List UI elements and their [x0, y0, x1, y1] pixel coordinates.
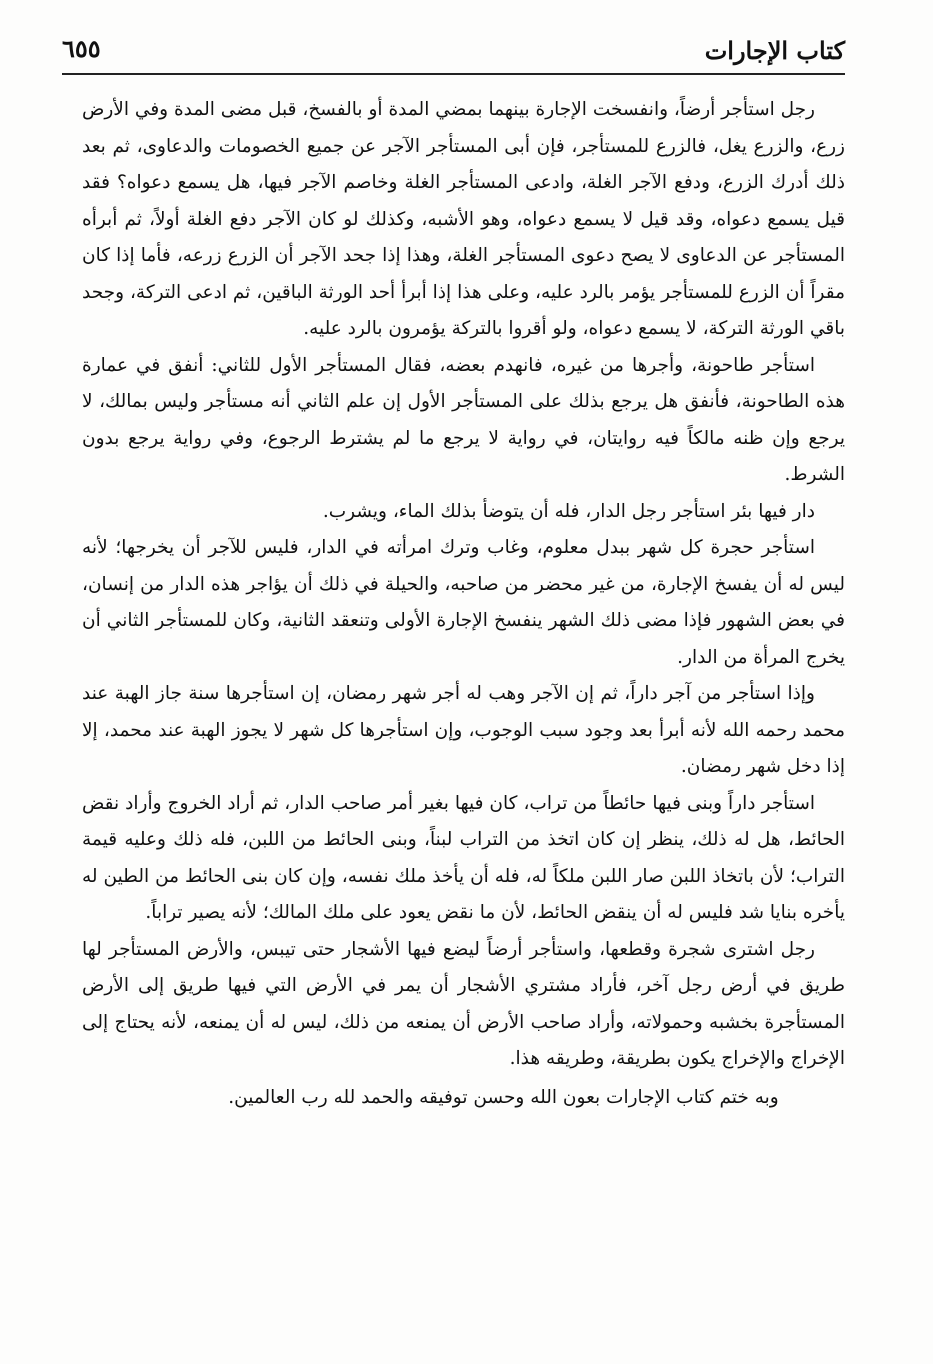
closing-line: وبه ختم كتاب الإجارات بعون الله وحسن توفيقه والحمد لله رب العالمين.	[228, 1086, 779, 1108]
paragraph-room-lease: استأجر حجرة كل شهر ببدل معلوم، وغاب وترك امرأته في الدار، فليس للآجر أن يخرجها؛ لأنه ليس له أن يفسخ الإجارة، من غير محضر من صاحبه، والحيلة في ذلك أن يؤاجر هذه الدار من إنسان، في بعض الشهور فإذا مضى ذلك الشهر ينفسخ الإجارة الأولى وتنعقد الثانية، وكان للمستأجر الثاني أن يخرج المرأة من الدار.	[82, 537, 845, 668]
main-text	[82, 92, 845, 1116]
running-title: كتاب الإجارات	[704, 36, 845, 65]
paragraph-tree-passage: رجل اشترى شجرة وقطعها، واستأجر أرضاً ليضع فيها الأشجار حتى تيبس، والأرض المستأجر لها طريق في أرض رجل آخر، فأراد مشتري الأشجار أن يمر في الأرض التي فيها طريق إلى الأرض المستأجرة بخشبه وحمولاته، وأراد صاحب الأرض أن يمنعه من ذلك، ليس له أن يمنعه، لأنه يحتاج إلى الإخراج والإخراج يكون بطريقة، وطريقه هذا.	[82, 938, 845, 1069]
page-number: ٦٥٥	[62, 34, 101, 63]
paragraph-rent-gift: وإذا استأجر من آجر داراً، ثم إن الآجر وهب له أجر شهر رمضان، إن استأجرها سنة جاز الهبة عند محمد رحمه الله لأنه أبرأ بعد وجود سبب الوجوب، وإن استأجرها كل شهر لا يجوز الهبة عند محمد، إلا إذا دخل شهر رمضان.	[82, 683, 845, 777]
header-divider	[62, 73, 845, 75]
paragraph-well-house: دار فيها بئر استأجر رجل الدار، فله أن يتوضأ بذلك الماء، ويشرب.	[322, 500, 815, 522]
page-header	[62, 28, 845, 72]
paragraph-mill-lease: استأجر طاحونة، وأجرها من غيره، فانهدم بعضه، فقال المستأجر الأول للثاني: أنفق في عمارة هذه الطاحونة، فأنفق هل يرجع بذلك على المستأجر الأول إن علم الثاني أنه مستأجر وليس بمالك، لا يرجع وإن ظنه مالكاً فيه روايتان، في رواية لا يرجع ما لم يشترط الرجوع، وفي رواية يرجع بدون الشرط.	[82, 354, 845, 485]
paragraph-land-lease: رجل استأجر أرضاً، وانفسخت الإجارة بينهما بمضي المدة أو بالفسخ، قبل مضى المدة وفي الأرض زرع، والزرع يغل، فالزرع للمستأجر، فإن أبى المستأجر الآجر عن جميع الخصومات والدعاوى، ثم بعد ذلك أدرك الزرع، ودفع الآجر الغلة، وادعى المستأجر الغلة وخاصم الآجر فيها، هل يسمع دعواه؟ فقد قيل يسمع دعواه، وقد قيل لا يسمع دعواه، وهو الأشبه، وكذلك لو كان الآجر دفع الغلة أولاً، ثم أبرأه المستأجر عن الدعاوى لا يصح دعوى المستأجر الغلة، وهذا إذا جحد الآجر أن الزرع زرعه، فأما إذا كان مقراً أن الزرع للمستأجر يؤمر بالرد عليه، وعلى هذا إذا أبرأ أحد الورثة الباقين، ثم ادعى التركة، وجحد باقي الورثة التركة، لا يسمع دعواه، ولو أقروا بالتركة يؤمرون بالرد عليه.	[82, 99, 845, 339]
paragraph-wall-building: استأجر داراً وبنى فيها حائطاً من تراب، كان فيها بغير أمر صاحب الدار، ثم أراد الخروج وأراد نقض الحائط، هل له ذلك، ينظر إن كان اتخذ من التراب لبناً، وبنى الحائط من اللبن، فله ذلك وعليه قيمة التراب؛ لأن باتخاذ اللبن صار اللبن ملكاً له، فله أن يأخذ ملك نفسه، وإن كان بنى الحائط من الطين له يأخره بنايا شد فليس له أن ينقض الحائط، لأن ما نقض يعود على ملك المالك؛ لأنه يصير تراباً.	[82, 792, 845, 923]
